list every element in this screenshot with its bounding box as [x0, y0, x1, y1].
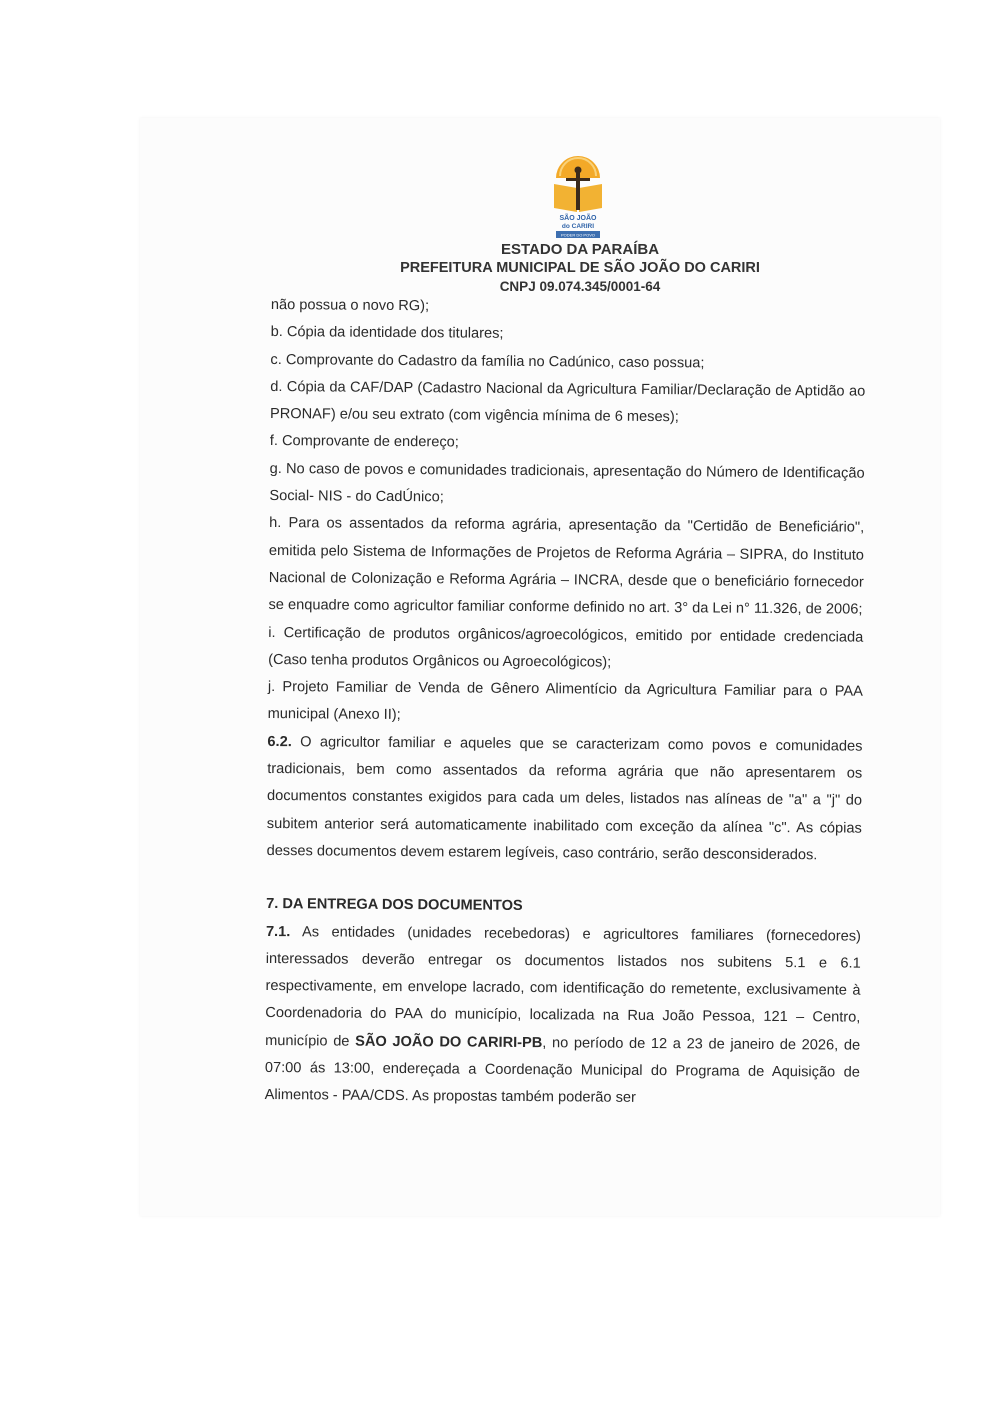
clause-7-1-text-b: , no período de 12 a 23 de janeiro de 2026, de 07:00 ás 13:00, endereçada a Coordenação Municipal do Programa de Aquisição de Alimentos - PAA/CDS. As propostas também poderão ser — [264, 1034, 861, 1107]
section-7-title: 7. DA ENTREGA DOS DOCUMENTOS — [266, 896, 523, 915]
logo-emblem-icon — [550, 148, 606, 240]
item-f: f. Comprovante de endereço; — [269, 433, 459, 451]
logo-banner: PODER DO POVO — [560, 232, 596, 238]
item-j: j. Projeto Familiar de Venda de Gênero Alimentício da Agricultura Familiar para o PAA municipal (Anexo II); — [267, 679, 863, 724]
clause-7-1-number: 7.1. — [265, 923, 291, 940]
item-h: h. Para os assentados da reforma agrária, apresentação da "Certidão de Beneficiário", emitida pelo Sistema de Informações de Projetos de Reforma Agrária – SIPRA, do Instituto Nacional de Colonização e Reforma Agrária – INCRA, desde que o beneficiário fornecedor se enquadre como agricultor familiar conforme definido no art. 3° da Lei n° 11.326, de 2006; — [268, 515, 865, 618]
document-body — [265, 292, 866, 1114]
item-b: b. Cópia da identidade dos titulares; — [270, 324, 504, 343]
clause-7-1-text-a: As entidades (unidades recebedoras) e agricultores familiares (fornecedores) interessados deverão entregar os documentos listados nos subitens 5.1 e 6.1 respectivamente, em envelope lacrado, com identificação do remetente, exclusivamente à Coordenadoria do PAA do município, localizada na Rua João Pessoa, 121 – Centro, município de — [265, 923, 862, 1050]
item-c: c. Comprovante do Cadastro da família no Cadúnico, caso possua; — [270, 351, 705, 372]
item-g: g. No caso de povos e comunidades tradicionais, apresentação do Número de Identificação Social- NIS - do CadÚnico; — [269, 460, 865, 506]
paragraph-continuation: não possua o novo RG); — [270, 296, 430, 315]
municipal-logo — [550, 148, 606, 240]
state-name: ESTADO DA PARAÍBA — [500, 241, 660, 258]
clause-6-2-number: 6.2. — [267, 733, 292, 750]
clause-7-1-municipality: SÃO JOÃO DO CARIRI-PB — [355, 1033, 543, 1051]
letterhead — [370, 240, 790, 296]
cnpj: CNPJ 09.074.345/0001-64 — [499, 279, 661, 294]
item-d: d. Cópia da CAF/DAP (Cadastro Nacional da Agricultura Familiar/Declaração de Aptidão ao PRONAF) e/ou seu extrato (com vigência mínima de 6 meses); — [269, 378, 866, 426]
clause-7-1 — [265, 919, 861, 1115]
logo-line2: do CARIRI — [561, 223, 595, 230]
logo-line1: SÃO JOÃO — [559, 215, 597, 222]
clause-6-2 — [266, 729, 862, 870]
prefeitura-name: PREFEITURA MUNICIPAL DE SÃO JOÃO DO CARIRI — [400, 260, 760, 276]
clause-6-2-text: O agricultor familiar e aqueles que se caracterizam como povos e comunidades tradicionais, bem como assentados da reforma agrária que não apresentarem os documentos constantes exigidos para cada um deles, listados nas alíneas de "a" a "j" do subitem anterior será automaticamente inabilitado com exceção da alínea "c". As cópias desses documentos devem estarem legíveis, caso contrário, serão desconsiderados. — [266, 733, 863, 864]
item-i: i. Certificação de produtos orgânicos/agroecológicos, emitido por entidade credenciada (Caso tenha produtos Orgânicos ou Agroecológicos); — [268, 624, 864, 671]
